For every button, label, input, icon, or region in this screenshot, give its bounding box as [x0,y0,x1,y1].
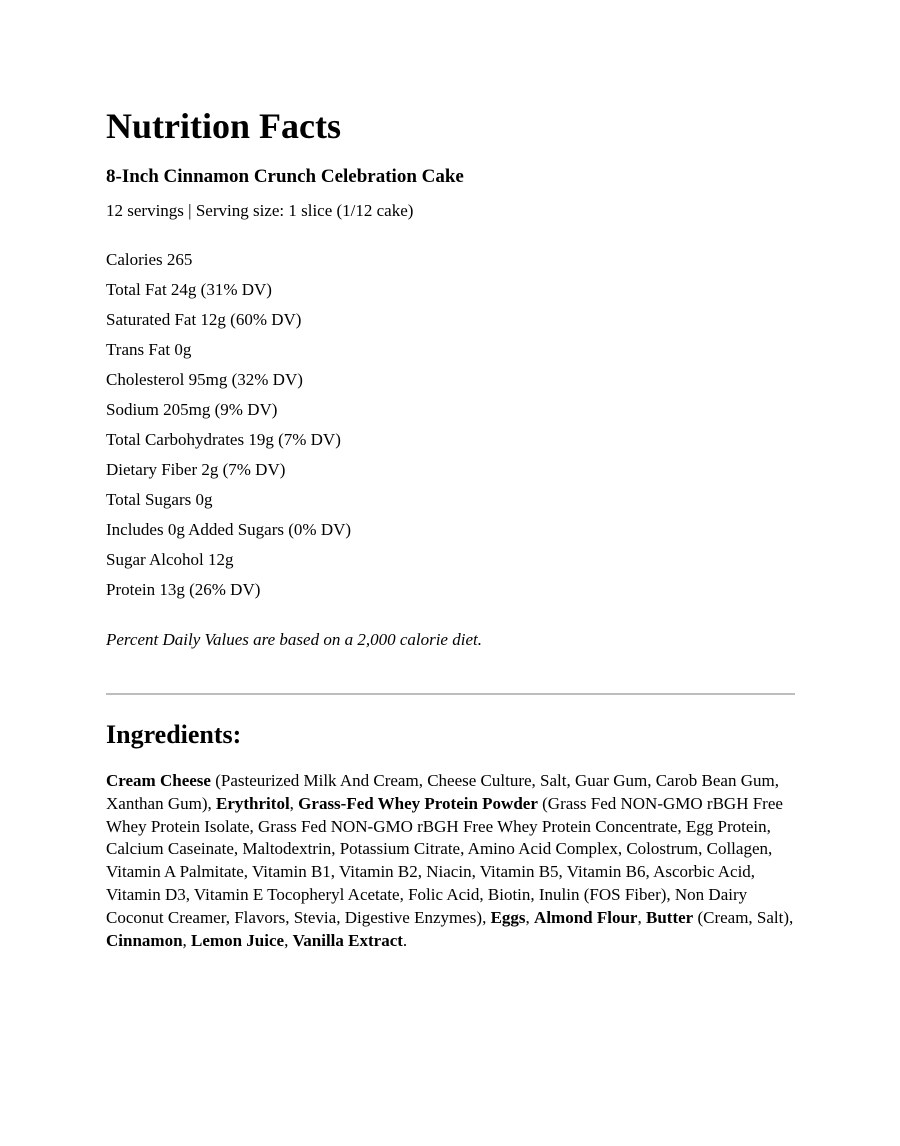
nutrient-total-carbohydrates: Total Carbohydrates 19g (7% DV) [106,430,341,449]
nutrient-total-fat: Total Fat 24g (31% DV) [106,280,272,299]
ingredient-separator: , [182,930,192,950]
ingredient-cream-cheese: Cream Cheese [106,771,211,790]
ingredient-eggs: Eggs [490,907,526,927]
ingredient-butter: Butter [645,907,694,927]
product-name: 8-Inch Cinnamon Crunch Celebration Cake [106,166,464,187]
ingredient-cinnamon: Cinnamon [106,930,183,950]
ingredient-separator: , [525,907,535,927]
ingredient-lemon-juice: Lemon Juice [191,930,285,950]
ingredient-whey-protein: Grass-Fed Whey Protein Powder [298,793,538,813]
nutrient-saturated-fat: Saturated Fat 12g (60% DV) [106,310,302,329]
nutrient-total-sugars: Total Sugars 0g [106,490,213,509]
nutrient-calories: Calories 265 [106,250,193,269]
ingredients-heading: Ingredients: [106,720,242,749]
nutrient-added-sugars: Includes 0g Added Sugars (0% DV) [106,520,352,539]
nutrient-cholesterol: Cholesterol 95mg (32% DV) [106,370,303,389]
ingredients-text [106,770,796,952]
ingredient-separator: , [637,907,646,927]
ingredient-butter-detail: (Cream, Salt), [693,907,794,927]
ingredient-cream-cheese-detail: (Pasteurized Milk And Cream, Cheese Culture, Salt, Guar Gum, Carob Bean Gum, Xanthan Gum), [106,771,779,813]
nutrient-dietary-fiber: Dietary Fiber 2g (7% DV) [106,460,286,479]
daily-value-note: Percent Daily Values are based on a 2,000 calorie diet. [106,630,482,649]
ingredient-whey-protein-detail: (Grass Fed NON-GMO rBGH Free Whey Protein Isolate, Grass Fed NON-GMO rBGH Free Whey Protein Concentrate, Egg Protein, Calcium Caseinate, Maltodextrin, Potassium Citrate, Amino Acid Complex, Colostrum, Collagen, Vitamin A Palmitate, Vitamin B1, Vitamin B2, Niacin, Vitamin B5, Vitamin B6, Ascorbic Acid, Vitamin D3, Vitamin E Tocopheryl Acetate, Folic Acid, Biotin, Inulin (FOS Fiber), Non Dairy Coconut Creamer, Flavors, Stevia, Digestive Enzymes), [106,793,783,927]
ingredient-erythritol: Erythritol [216,793,290,813]
nutrient-list [106,249,351,609]
ingredient-separator: , [284,930,293,950]
page-title: Nutrition Facts [106,106,341,146]
serving-info: 12 servings | Serving size: 1 slice (1/12 cake) [106,201,414,220]
nutrient-protein: Protein 13g (26% DV) [106,580,261,599]
ingredient-vanilla-extract: Vanilla Extract [292,930,403,950]
nutrient-sodium: Sodium 205mg (9% DV) [106,400,278,419]
ingredient-separator: , [289,793,299,813]
nutrient-trans-fat: Trans Fat 0g [106,340,192,359]
ingredient-almond-flour: Almond Flour [534,907,638,927]
section-divider [106,693,795,695]
nutrient-sugar-alcohol: Sugar Alcohol 12g [106,550,234,569]
ingredient-end: . [402,930,408,950]
